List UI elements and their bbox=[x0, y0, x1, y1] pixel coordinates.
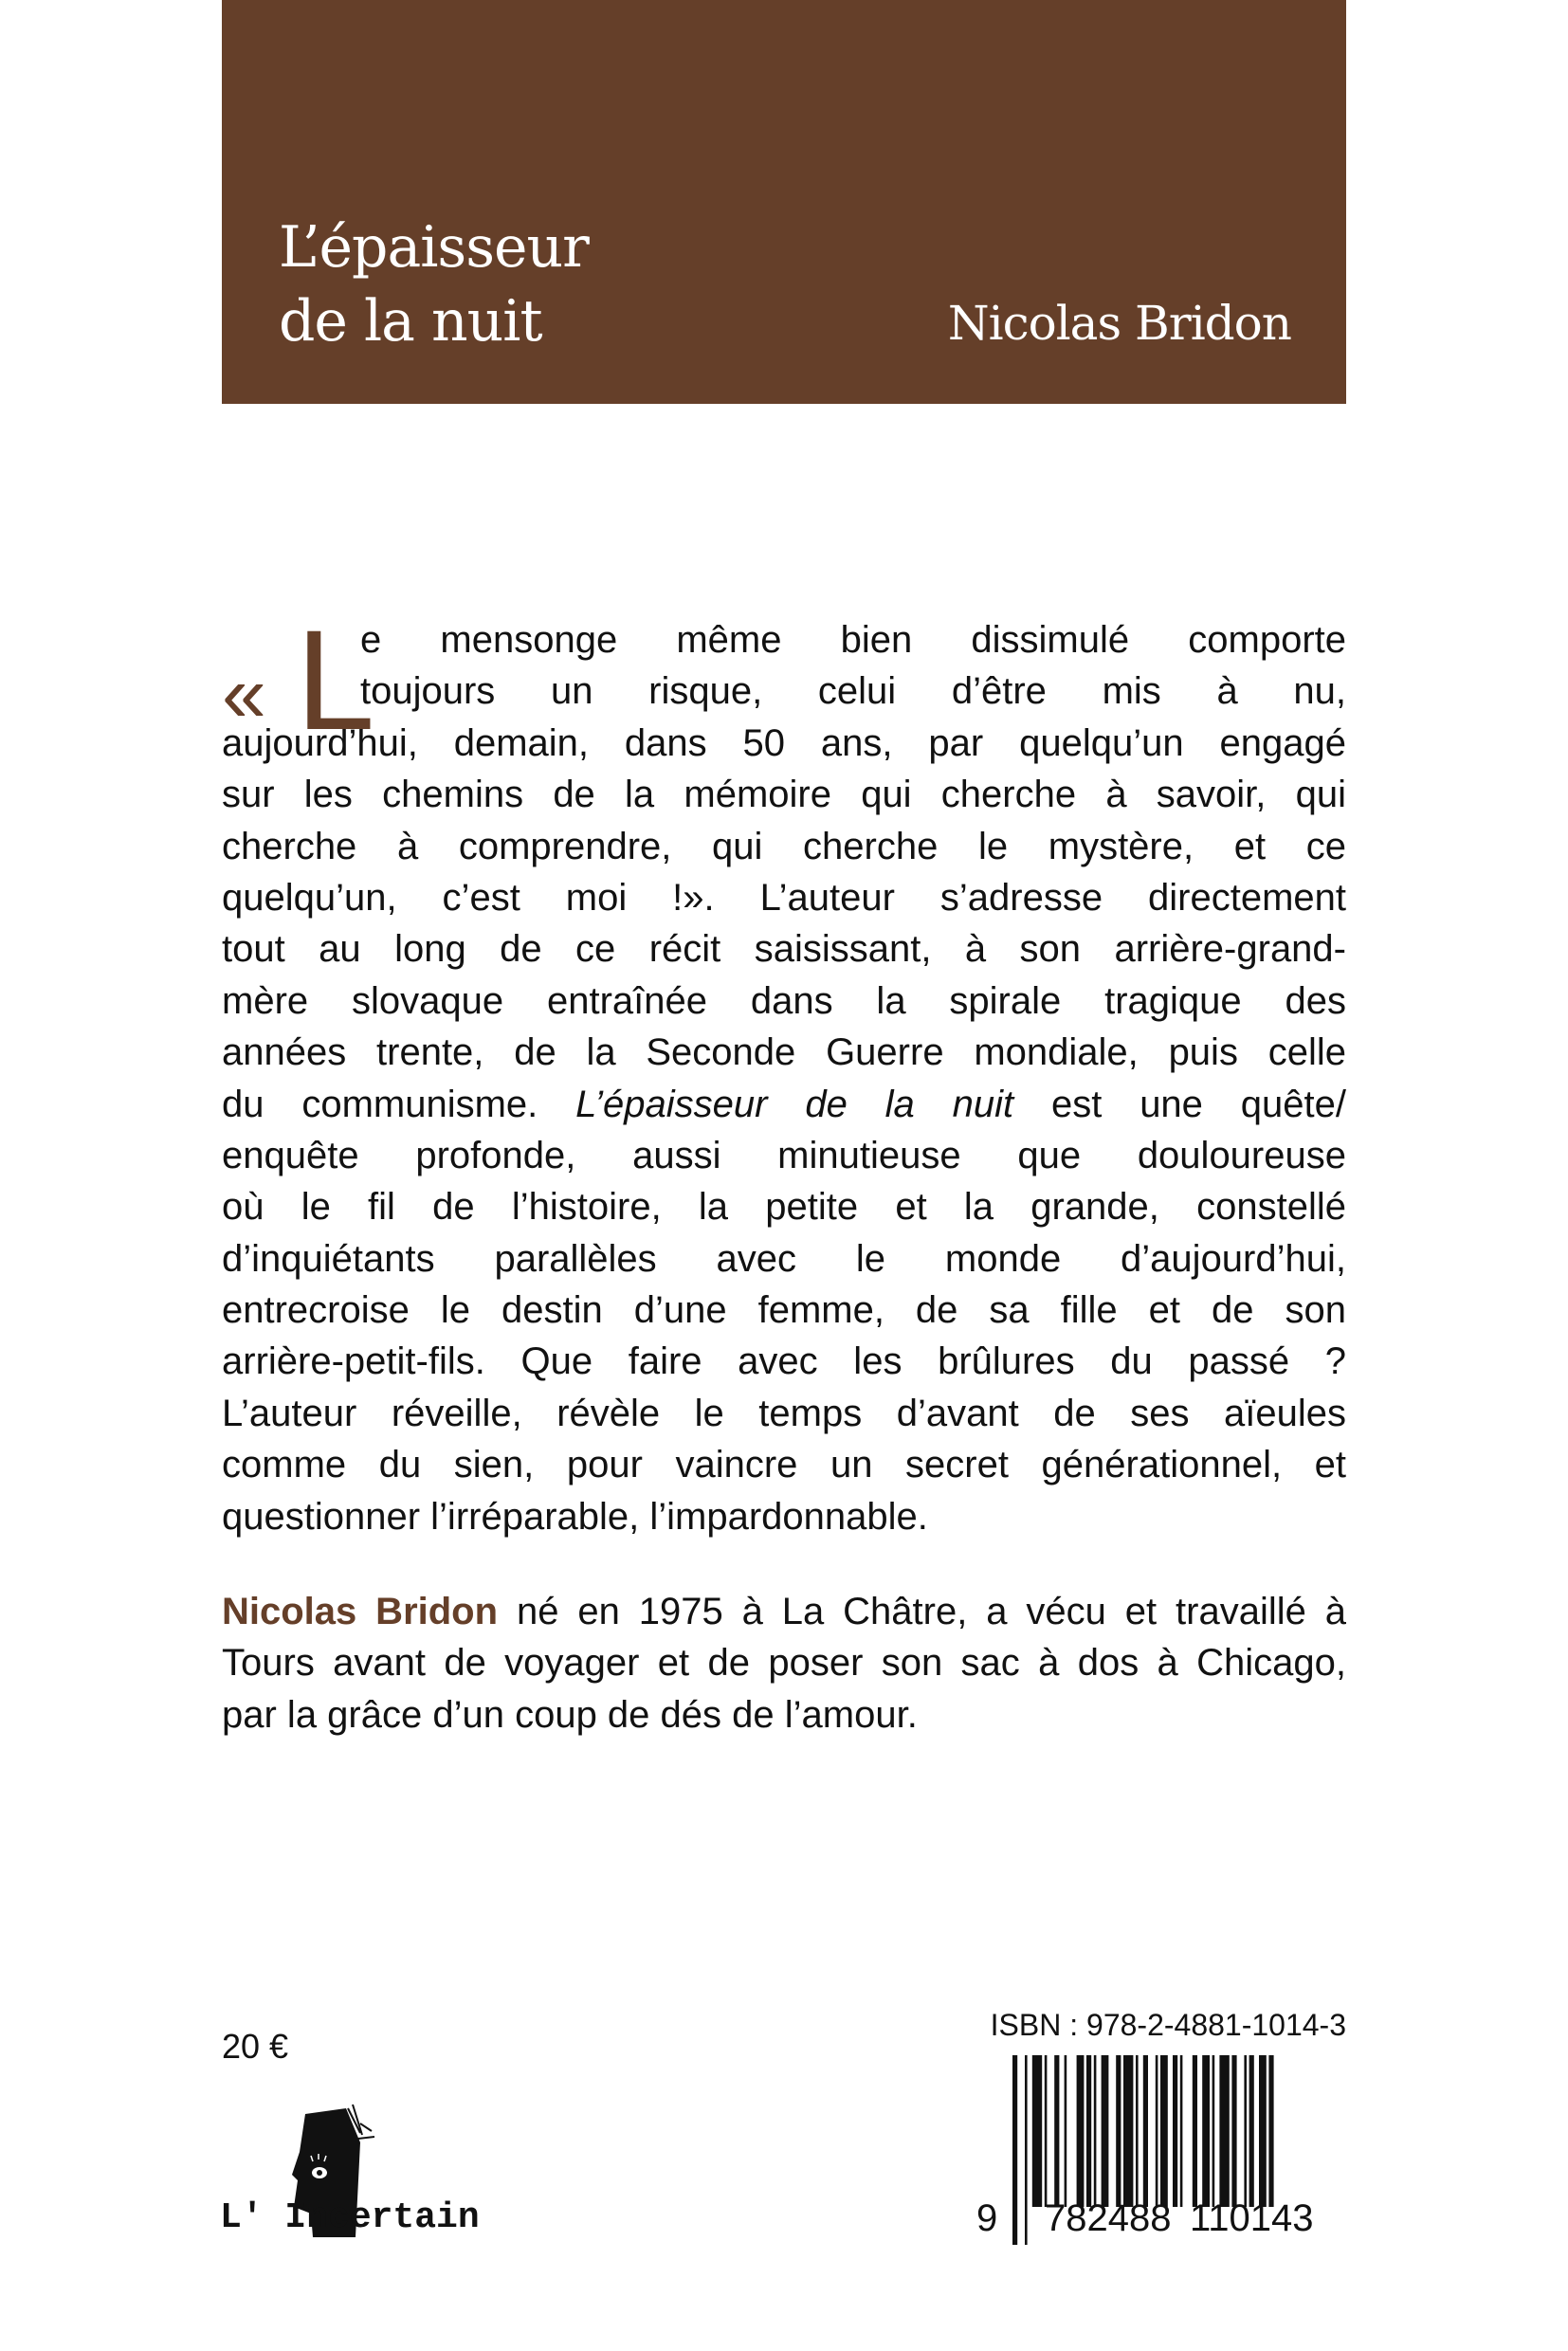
bio-author-name: Nicolas Bridon bbox=[222, 1591, 499, 1632]
author-name: Nicolas Bridon bbox=[947, 296, 1291, 351]
blurb-line: e mensonge même bien dissimulé comporte bbox=[360, 619, 1346, 661]
barcode-bar bbox=[1231, 2055, 1236, 2207]
barcode-bar bbox=[1193, 2055, 1197, 2207]
barcode-bar bbox=[1202, 2055, 1210, 2207]
blurb-line: d’inquiétants parallèles avec le monde d’aujourd’hui, bbox=[222, 1237, 1346, 1280]
barcode-digit-group: 110143 bbox=[1190, 2197, 1314, 2239]
barcode-bar bbox=[1160, 2055, 1168, 2207]
barcode-bar bbox=[1065, 2055, 1067, 2207]
barcode-bar bbox=[1173, 2055, 1177, 2207]
barcode-bar bbox=[1077, 2055, 1085, 2207]
author-bio bbox=[222, 1586, 1346, 1740]
cover-header-band bbox=[222, 0, 1346, 404]
title-line: L’épaisseur bbox=[279, 214, 589, 281]
barcode-bar bbox=[1116, 2055, 1121, 2207]
blurb-line: où le fil de l’histoire, la petite et la grande, constellé bbox=[222, 1186, 1346, 1229]
back-cover-blurb bbox=[222, 600, 1346, 1542]
bio-line: par la grâce d’un coup de dés de l’amour. bbox=[222, 1693, 918, 1736]
price: 20 € bbox=[222, 2027, 289, 2066]
barcode-bar bbox=[1156, 2055, 1158, 2207]
publisher-name: L' Incertain bbox=[220, 2197, 480, 2238]
barcode-bar bbox=[1032, 2055, 1042, 2207]
blurb-line: questionner l’irréparable, l’impardonnable. bbox=[222, 1495, 928, 1538]
blurb-line: sur les chemins de la mémoire qui cherche à savoir, qui bbox=[222, 774, 1346, 816]
barcode-bar bbox=[1219, 2055, 1229, 2207]
barcode-bar bbox=[1054, 2055, 1059, 2207]
blurb-line: L’auteur réveille, révèle le temps d’avant de ses aïeules bbox=[222, 1392, 1346, 1434]
text: est une quête/ bbox=[1013, 1083, 1346, 1125]
barcode-bar bbox=[1143, 2055, 1148, 2207]
blurb-line: tout au long de ce récit saisissant, à son arrière-grand- bbox=[222, 928, 1346, 971]
barcode-bar bbox=[1259, 2055, 1267, 2207]
blurb-line: comme du sien, pour vaincre un secret générationnel, et bbox=[222, 1444, 1346, 1486]
barcode-bar bbox=[1212, 2055, 1215, 2207]
barcode-bar bbox=[1094, 2055, 1097, 2207]
open-quote: « bbox=[222, 649, 266, 738]
barcode-bar bbox=[1123, 2055, 1133, 2207]
bio-line bbox=[222, 1586, 1346, 1637]
book-title-italic: L’épaisseur de la nuit bbox=[575, 1083, 1014, 1125]
barcode-bar bbox=[1012, 2055, 1017, 2245]
blurb-line: enquête profonde, aussi minutieuse que douloureuse bbox=[222, 1134, 1346, 1176]
barcode-bar bbox=[1180, 2055, 1183, 2207]
barcode-bar bbox=[1244, 2055, 1247, 2207]
blurb-line: quelqu’un, c’est moi !». L’auteur s’adresse directement bbox=[222, 876, 1346, 919]
blurb-line: mère slovaque entraînée dans la spirale tragique des bbox=[222, 979, 1346, 1022]
blurb-line: aujourd’hui, demain, dans 50 ans, par quelqu’un engagé bbox=[222, 721, 1346, 764]
barcode-digit-group: 782488 bbox=[1045, 2197, 1172, 2239]
blurb-line bbox=[222, 1079, 1346, 1130]
barcode-bar bbox=[1102, 2055, 1109, 2207]
barcode-digit-group: 9 bbox=[976, 2197, 998, 2239]
blurb-line: arrière-petit-fils. Que faire avec les brûlures du passé ? bbox=[222, 1340, 1346, 1383]
barcode-bar bbox=[1086, 2055, 1091, 2207]
barcode-bar bbox=[1249, 2055, 1254, 2207]
blurb-line: années trente, de la Seconde Guerre mondiale, puis celle bbox=[222, 1031, 1346, 1074]
blurb-line: entrecroise le destin d’une femme, de sa fille et de son bbox=[222, 1289, 1346, 1332]
barcode-bar bbox=[1268, 2055, 1273, 2207]
bio-line: Tours avant de voyager et de poser son sac à dos à Chicago, bbox=[222, 1642, 1346, 1685]
book-title bbox=[279, 210, 589, 358]
drop-cap: L bbox=[296, 600, 375, 759]
blurb-line: toujours un risque, celui d’être mis à nu, bbox=[360, 670, 1346, 713]
barcode-bar bbox=[1136, 2055, 1139, 2207]
text: du communisme. bbox=[222, 1083, 576, 1125]
text: né en 1975 à La Châtre, a vécu et travaillé à bbox=[498, 1591, 1346, 1632]
title-line: de la nuit bbox=[279, 288, 542, 355]
isbn: ISBN : 978-2-4881-1014-3 bbox=[990, 2008, 1346, 2042]
blurb-line: cherche à comprendre, qui cherche le mystère, et ce bbox=[222, 825, 1346, 867]
barcode-bar bbox=[1025, 2055, 1028, 2245]
barcode-bar bbox=[1045, 2055, 1048, 2207]
